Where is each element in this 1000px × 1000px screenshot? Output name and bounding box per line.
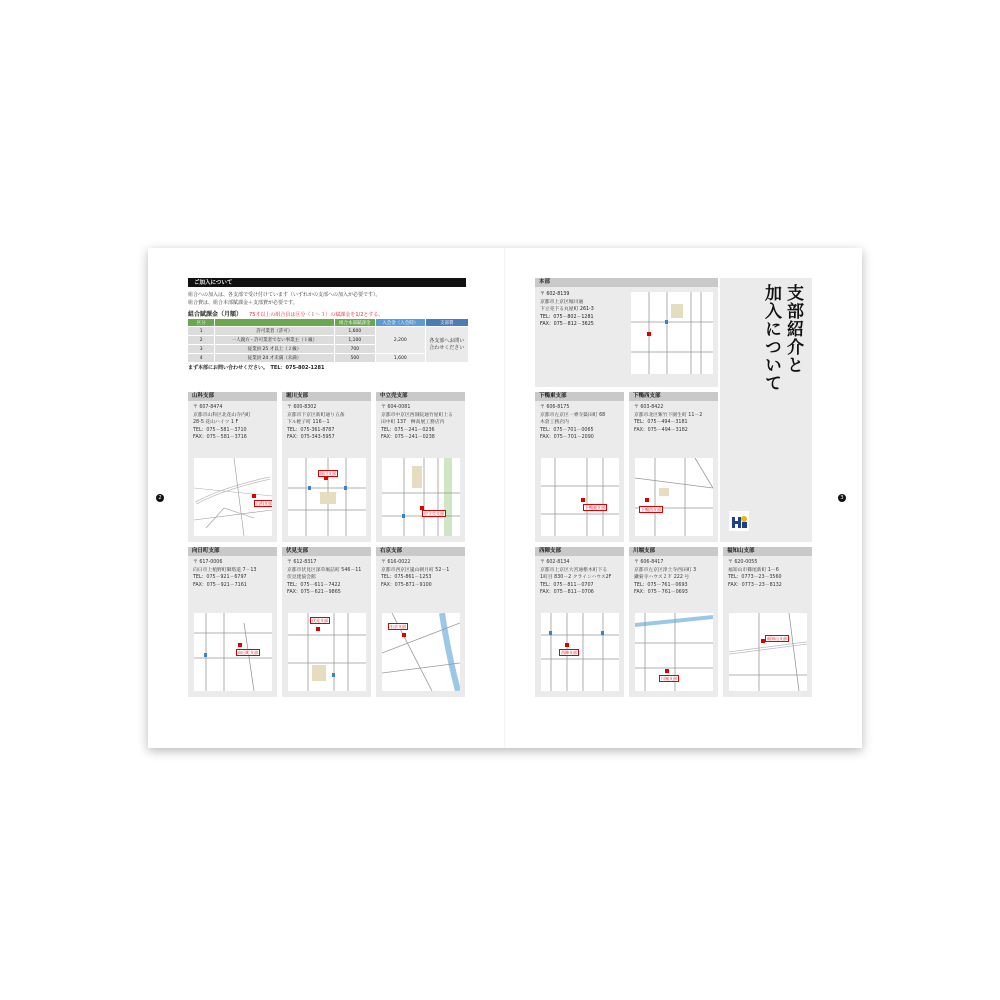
page-number-left: 2: [156, 494, 164, 502]
postal-code: 〒 607-8474: [193, 405, 223, 410]
postal-code: 〒 617-0006: [193, 560, 223, 565]
union-logo-icon: [729, 511, 749, 531]
fax: FAX：075-343-5957: [287, 435, 335, 440]
brochure-spread: [148, 248, 862, 748]
address-line: 京都市北区紫竹下園生町 11－2: [634, 412, 703, 418]
branch-map: [382, 613, 460, 691]
tel: TEL：075－494－3181: [634, 420, 688, 425]
fax: FAX：075－701－2090: [540, 435, 594, 440]
map-label: 堀川支部: [320, 471, 336, 476]
branch-info: [629, 401, 718, 434]
tel: TEL：075-861－1253: [381, 575, 432, 580]
branch-card-nakadachiuri: [376, 392, 465, 542]
address-line: 京都市左京区一乗寺築田町 68: [540, 412, 606, 418]
postal-code: 〒 604-0081: [381, 405, 411, 410]
branch-info: [188, 556, 277, 589]
postal-code: 〒 603-8422: [634, 405, 664, 410]
map-label: 下鴨西支部: [641, 507, 661, 512]
cell: 2: [188, 336, 214, 344]
branch-info: [188, 401, 277, 442]
tel: TEL：075－611－7422: [287, 582, 341, 588]
branch-card-horikawa: [282, 392, 371, 542]
branch-info: [535, 556, 624, 597]
branch-card-yamashina: [188, 392, 277, 542]
address-line: 京都市上京区大宮通椹木町下る: [540, 567, 608, 573]
branch-card-mukomachi: [188, 547, 277, 697]
address-line: 京都市左京区浄土寺西田町 3: [634, 567, 697, 573]
address-line: 京都市上京区堀川通: [540, 299, 584, 305]
branch-map: [382, 458, 460, 536]
branch-card-nishijin: [535, 547, 624, 697]
branch-info: [376, 401, 465, 442]
th-blank: [215, 319, 333, 326]
cell: 700: [335, 345, 375, 353]
address-line: 下ル蛭子町 116－1: [287, 420, 330, 425]
join-section: [188, 278, 466, 371]
th-entrance-fee: 入会金（入会時）: [376, 319, 425, 326]
branch-fee-cell: 各支部へお問い合わせください: [426, 327, 468, 362]
table-row: [188, 327, 468, 335]
fax: FAX：075－494－3182: [634, 427, 688, 433]
fax: FAX：075－621－9865: [287, 590, 341, 595]
tel: TEL：075－802－1281: [540, 314, 594, 320]
branch-name: 右京支部: [376, 547, 465, 556]
title-line-1: 支部紹介と: [783, 284, 803, 374]
branch-name: 福知山支部: [723, 547, 812, 556]
postal-code: 〒 602-8134: [540, 560, 570, 565]
branch-card-shimogamo-nishi: [629, 392, 718, 542]
address-line: 京都市山科区北花山寺内町: [193, 412, 251, 418]
address-line: 下立売下る丸屋町 261-3: [540, 307, 594, 312]
branch-map: [194, 613, 272, 691]
address-line: 木倉工務店内: [540, 420, 569, 425]
address-line: 28-5 花山ハイツ 1 F: [193, 420, 239, 425]
map-roads: [541, 613, 619, 691]
fax: FAX：075－921－7161: [193, 582, 247, 588]
gutter: [504, 248, 506, 748]
branch-card-ukyo: [376, 547, 465, 697]
tel: TEL：075－241－0236: [381, 427, 435, 433]
map-label: 福知山支部: [767, 636, 787, 641]
branch-map: [635, 613, 713, 691]
honbu-name: 本部: [535, 278, 718, 287]
postal-code: 〒 612-8317: [287, 560, 317, 565]
tel: TEL：075-361-8787: [287, 427, 335, 433]
map-roads: [194, 458, 272, 536]
postal-code: 〒 620-0055: [728, 560, 758, 565]
join-heading: ご加入について: [188, 278, 466, 287]
contact-line: まず本部にお問い合わせください。 TEL：075-802-1281: [188, 365, 325, 371]
branch-card-fukuchiyama: [723, 547, 812, 697]
address-line: 京都市下京区新町通り五条: [287, 412, 345, 418]
map-label: 西陣支部: [561, 650, 577, 655]
branch-map: [541, 458, 619, 536]
branch-info: [282, 401, 371, 442]
address-line: 1町目 830－2 クラインハウス2F: [540, 575, 612, 580]
map-roads: [288, 613, 366, 691]
page-title: [760, 284, 804, 392]
fax: FAX：075－761－0693: [634, 590, 688, 595]
cell: 4: [188, 354, 214, 362]
address-line: 伏見建協会館: [287, 575, 316, 580]
address-line: 田中町 137 桝高展工務店内: [381, 420, 445, 425]
cell: 一人親方・許可業者でない事業主（１級）: [215, 336, 333, 344]
cell: 1,100: [335, 336, 375, 344]
branch-map: [635, 458, 713, 536]
cell: 1,600: [335, 327, 375, 335]
branch-info: [376, 556, 465, 589]
cell: 500: [335, 354, 375, 362]
branch-name: 堀川支部: [282, 392, 371, 401]
branch-map: [288, 613, 366, 691]
fee-table: [187, 318, 469, 363]
cell: 従業員 25 才以上（２級）: [215, 345, 333, 353]
postal-code: 〒 606-8175: [540, 405, 570, 410]
branch-card-kawabata: [629, 547, 718, 697]
title-panel: [720, 278, 812, 542]
th-category: 区分: [188, 319, 214, 326]
branch-info: [535, 401, 624, 442]
honbu-card: [535, 278, 718, 387]
branch-info: [723, 556, 812, 589]
cell: 3: [188, 345, 214, 353]
address-line: 京都市西京区嵐山朝月町 52－1: [381, 567, 450, 573]
map-roads: [541, 458, 619, 536]
fax: FAX：075－812－3625: [540, 322, 594, 327]
fax: FAX：075－241－0238: [381, 435, 435, 440]
branch-map: [541, 613, 619, 691]
branch-name: 西陣支部: [535, 547, 624, 556]
fax: FAX：0773－23－8132: [728, 582, 782, 588]
cell: 従業員 24 才未満（未満）: [215, 354, 333, 362]
fax: FAX：075－581－3716: [193, 435, 247, 440]
address-line: 鎌菊寺ハウス２Ｆ 222 号: [634, 575, 690, 580]
tel: TEL：075－811－0707: [540, 582, 594, 588]
th-branch-fee: 支部費: [426, 319, 468, 326]
map-label: 右京支部: [390, 624, 406, 629]
branch-name: 中立売支部: [376, 392, 465, 401]
map-label: 山科支部: [256, 501, 272, 506]
fee-table-header: [188, 319, 468, 326]
right-bottom-branches: [535, 547, 812, 697]
branch-card-fushimi: [282, 547, 371, 697]
map-roads: [631, 292, 713, 374]
branch-name: 山科支部: [188, 392, 277, 401]
postal-code: 〒 616-0022: [381, 560, 411, 565]
postal-code: 〒 602-8139: [540, 292, 570, 297]
map-label: 中立売支部: [424, 511, 444, 516]
branch-name: 川端支部: [629, 547, 718, 556]
honbu-map: [631, 292, 713, 374]
address-line: 京都市中京区西洞院通竹屋町上る: [381, 412, 453, 418]
map-label: 向日町支部: [238, 650, 258, 655]
page-number-right: 3: [838, 494, 846, 502]
fee-title: 組合賦課金（月額）: [188, 311, 243, 318]
address-line: 京都市伏見区深草堀詰町 546－11: [287, 567, 362, 573]
right-top-branches: [535, 392, 718, 542]
fax: FAX：075－811－0706: [540, 590, 594, 595]
branch-card-shimogamo-higashi: [535, 392, 624, 542]
fee-note: 75才以上の組合員は区分（１～３）の賦課金を1/2とする。: [249, 312, 384, 318]
branch-map: [194, 458, 272, 536]
tel: TEL：075－701－0065: [540, 427, 594, 433]
address-line: 福知山市篠尾新町 1－6: [728, 567, 779, 573]
left-branches-grid: [188, 392, 466, 697]
postal-code: 〒 600-8302: [287, 405, 317, 410]
branch-info: [282, 556, 371, 597]
map-label: 下鴨東支部: [585, 505, 605, 510]
map-roads: [729, 613, 807, 691]
map-label: 伏見支部: [312, 618, 328, 623]
postal-code: 〒 606-8417: [634, 560, 664, 565]
branch-map: [729, 613, 807, 691]
entrance-fee-cell: 2,200: [376, 327, 425, 353]
branch-map: [288, 458, 366, 536]
branch-name: 伏見支部: [282, 547, 371, 556]
join-line-1: 組合への加入は、各支部で受け付けています（いずれかの支部への加入が必要です）。: [188, 292, 381, 298]
fax: FAX：075-871－9100: [381, 582, 432, 588]
tel: TEL：075－921－6797: [193, 575, 247, 580]
map-roads: [635, 458, 713, 536]
map-roads: [194, 613, 272, 691]
title-line-2: 加入について: [761, 284, 781, 392]
map-label: 川端支部: [661, 676, 677, 681]
tel: TEL：0773－23－3560: [728, 575, 782, 580]
cell: 1,600: [376, 354, 425, 362]
branch-name: 下鴨東支部: [535, 392, 624, 401]
address-line: 向日市上植野町御塔道 7－13: [193, 567, 257, 573]
join-line-2: 組合費は、組合本部賦課金＋支部費が必要です。: [188, 299, 298, 306]
map-roads: [382, 458, 460, 536]
tel: TEL：075－761－0693: [634, 582, 688, 588]
cell: 許可業者（許可）: [215, 327, 333, 335]
tel: TEL：075－581－3710: [193, 427, 247, 433]
th-honbu-fee: 組合本部賦課金: [335, 319, 375, 326]
fee-title-row: [188, 309, 466, 318]
branch-info: [629, 556, 718, 597]
branch-name: 下鴨西支部: [629, 392, 718, 401]
branch-name: 向日町支部: [188, 547, 277, 556]
cell: 1: [188, 327, 214, 335]
